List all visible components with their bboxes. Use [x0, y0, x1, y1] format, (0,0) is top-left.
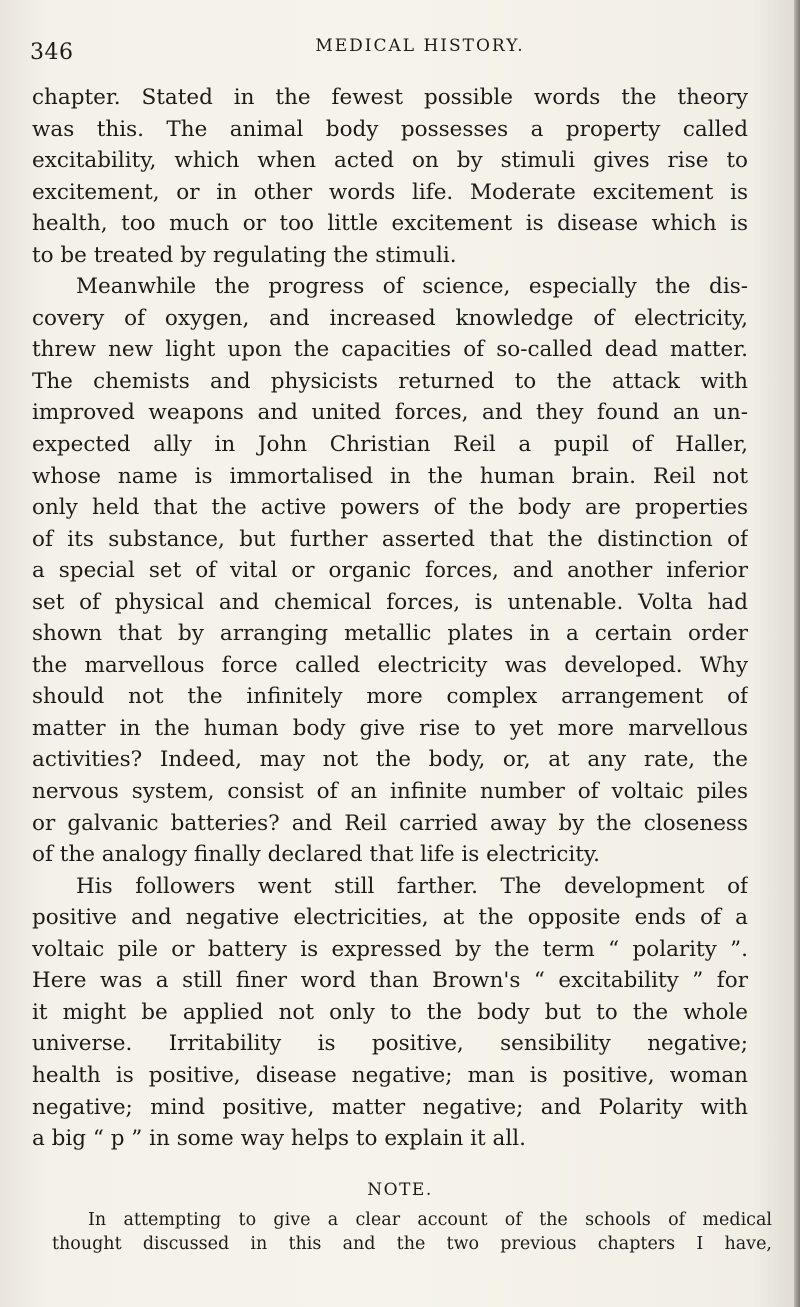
text-line: activities? Indeed, may not the body, or, at any rate, the — [32, 747, 748, 773]
text-line: nervous system, consist of an infinite number of voltaic piles — [32, 779, 748, 805]
text-line: chapter. Stated in the fewest possible words the theory — [32, 85, 748, 110]
note-line: In attempting to give a clear account of the schools of medical — [88, 1210, 772, 1230]
text-line: of the analogy finally declared that life is electricity. — [32, 842, 601, 868]
text-line: the marvellous force called electricity was developed. Why — [32, 652, 748, 678]
text-line: whose name is immortalised in the human brain. Reil not — [32, 463, 748, 489]
text-line: a big “ p ” in some way helps to explain it all. — [32, 1126, 526, 1152]
text-line: should not the infinitely more complex arrangement of — [32, 684, 748, 710]
text-line: expected ally in John Christian Reil a pupil of Haller, — [32, 432, 748, 458]
text-line: to be treated by regulating the stimuli. — [32, 242, 457, 268]
text-line: improved weapons and united forces, and they found an un- — [32, 400, 748, 426]
page-header — [30, 32, 750, 65]
running-head: MEDICAL HISTORY. — [315, 36, 525, 56]
text-line: covery of oxygen, and increased knowledge of electricity, — [32, 305, 748, 331]
note-text — [52, 1208, 772, 1256]
text-line: or galvanic batteries? and Reil carried away by the closeness — [32, 810, 748, 836]
page-number: 346 — [30, 40, 74, 65]
paragraph-2 — [32, 271, 748, 870]
text-line: His followers went still farther. The development of — [76, 873, 748, 899]
text-line: a special set of vital or organic forces, and another inferior — [32, 558, 748, 584]
text-line: it might be applied not only to the body but to the whole — [32, 999, 748, 1025]
text-line: negative; mind positive, matter negative; and Polarity with — [32, 1094, 748, 1120]
text-line: only held that the active powers of the body are properties — [32, 495, 748, 521]
paragraph-1 — [32, 82, 748, 271]
text-line: Meanwhile the progress of science, especially the dis- — [76, 274, 748, 300]
text-line: voltaic pile or battery is expressed by the term “ polarity ”. — [32, 936, 748, 962]
text-line: health, too much or too little excitement is disease which is — [32, 211, 748, 237]
text-line: universe. Irritability is positive, sensibility negative; — [32, 1031, 748, 1057]
text-line: health is positive, disease negative; man is positive, woman — [32, 1062, 748, 1088]
text-line: set of physical and chemical forces, is untenable. Volta had — [32, 589, 748, 615]
text-line: Here was a still finer word than Brown's “ excitability ” for — [32, 968, 748, 994]
text-line: excitability, which when acted on by stimuli gives rise to — [32, 148, 748, 174]
body-text — [32, 82, 748, 1155]
text-line: of its substance, but further asserted that the distinction of — [32, 526, 748, 552]
text-line: threw new light upon the capacities of so-called dead matter. — [32, 337, 748, 363]
text-line: was this. The animal body possesses a property called — [32, 116, 748, 142]
text-line: matter in the human body give rise to yet more marvellous — [32, 715, 748, 741]
text-line: positive and negative electricities, at the opposite ends of a — [32, 905, 748, 931]
page-edge-shadow — [794, 0, 800, 1307]
text-line: The chemists and physicists returned to the attack with — [32, 368, 748, 394]
text-line: shown that by arranging metallic plates in a certain order — [32, 621, 748, 647]
note-line: thought discussed in this and the two previous chapters I have, — [52, 1234, 772, 1254]
paragraph-3 — [32, 871, 748, 1155]
note-heading: NOTE. — [367, 1180, 433, 1200]
text-line: excitement, or in other words life. Moderate excitement is — [32, 179, 748, 205]
